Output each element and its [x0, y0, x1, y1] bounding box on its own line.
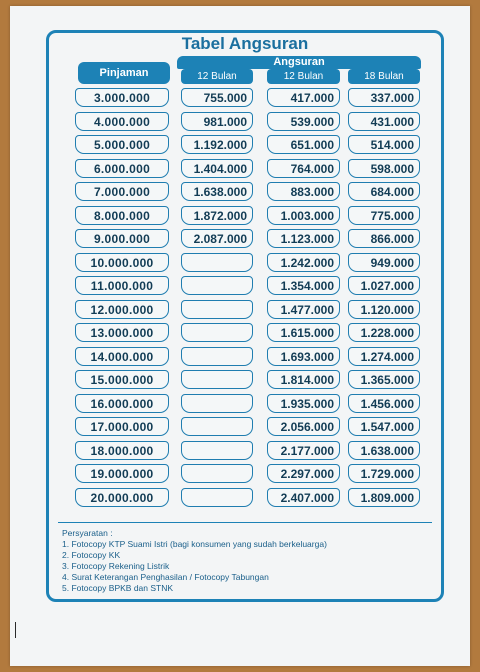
cell-angsuran-12b: 651.000: [267, 135, 340, 154]
cell-angsuran-12b: 1.814.000: [267, 370, 340, 389]
table-row: [0, 346, 480, 370]
cell-pinjaman: 17.000.000: [75, 417, 169, 436]
cell-angsuran-18: 866.000: [348, 229, 420, 248]
requirements-section: [62, 528, 327, 594]
cell-angsuran-12a: [181, 323, 253, 342]
cell-pinjaman: 5.000.000: [75, 135, 169, 154]
cell-pinjaman: 11.000.000: [75, 276, 169, 295]
cell-angsuran-12b: 1.123.000: [267, 229, 340, 248]
page-title: Tabel Angsuran: [181, 34, 309, 53]
cell-angsuran-18: 684.000: [348, 182, 420, 201]
table-row: [0, 463, 480, 487]
header-col-2: 12 Bulan: [267, 69, 340, 84]
cell-pinjaman: 3.000.000: [75, 88, 169, 107]
table-row: [0, 134, 480, 158]
table-row: [0, 322, 480, 346]
cell-angsuran-12b: 2.297.000: [267, 464, 340, 483]
cell-angsuran-12a: 1.404.000: [181, 159, 253, 178]
cell-pinjaman: 13.000.000: [75, 323, 169, 342]
requirement-item: 2. Fotocopy KK: [62, 550, 121, 560]
cell-angsuran-18: 1.027.000: [348, 276, 420, 295]
cell-angsuran-12a: [181, 276, 253, 295]
cell-angsuran-12b: 1.615.000: [267, 323, 340, 342]
cell-angsuran-18: 775.000: [348, 206, 420, 225]
cell-angsuran-18: 1.809.000: [348, 488, 420, 507]
table-row: [0, 369, 480, 393]
cell-angsuran-12b: 764.000: [267, 159, 340, 178]
table-row: [0, 228, 480, 252]
cell-pinjaman: 16.000.000: [75, 394, 169, 413]
cell-angsuran-12b: 1.242.000: [267, 253, 340, 272]
requirement-item: 3. Fotocopy Rekening Listrik: [62, 561, 170, 571]
cell-pinjaman: 12.000.000: [75, 300, 169, 319]
header-col-1: 12 Bulan: [181, 69, 253, 84]
cell-angsuran-12b: 1.935.000: [267, 394, 340, 413]
table-row: [0, 416, 480, 440]
header-angsuran: Angsuran: [177, 56, 421, 69]
cell-angsuran-12a: 1.192.000: [181, 135, 253, 154]
cell-pinjaman: 18.000.000: [75, 441, 169, 460]
cell-angsuran-12b: 1.477.000: [267, 300, 340, 319]
cell-pinjaman: 14.000.000: [75, 347, 169, 366]
requirement-item: 5. Fotocopy BPKB dan STNK: [62, 583, 174, 593]
cell-angsuran-12b: 1.354.000: [267, 276, 340, 295]
header-col-3: 18 Bulan: [348, 69, 420, 84]
cell-angsuran-12a: 755.000: [181, 88, 253, 107]
table-row: [0, 181, 480, 205]
table-row: [0, 158, 480, 182]
cell-angsuran-12b: 2.056.000: [267, 417, 340, 436]
cell-angsuran-12b: 883.000: [267, 182, 340, 201]
requirement-item: 1. Fotocopy KTP Suami Istri (bagi konsumen yang sudah berkeluarga): [62, 539, 327, 549]
cell-angsuran-12b: 417.000: [267, 88, 340, 107]
pencil-mark: [15, 622, 16, 638]
cell-pinjaman: 9.000.000: [75, 229, 169, 248]
cell-pinjaman: 8.000.000: [75, 206, 169, 225]
header-pinjaman: Pinjaman: [78, 62, 170, 84]
cell-angsuran-12a: [181, 441, 253, 460]
cell-angsuran-18: 1.638.000: [348, 441, 420, 460]
cell-angsuran-12a: 981.000: [181, 112, 253, 131]
installment-table: [0, 87, 480, 510]
cell-angsuran-18: 598.000: [348, 159, 420, 178]
cell-angsuran-18: 1.228.000: [348, 323, 420, 342]
table-row: [0, 440, 480, 464]
cell-angsuran-18: 1.274.000: [348, 347, 420, 366]
table-row: [0, 299, 480, 323]
cell-pinjaman: 19.000.000: [75, 464, 169, 483]
cell-angsuran-18: 1.456.000: [348, 394, 420, 413]
cell-pinjaman: 6.000.000: [75, 159, 169, 178]
cell-angsuran-12b: 1.693.000: [267, 347, 340, 366]
cell-angsuran-12a: [181, 300, 253, 319]
cell-angsuran-12a: [181, 394, 253, 413]
cell-angsuran-12b: 2.177.000: [267, 441, 340, 460]
requirements-heading: Persyaratan :: [62, 528, 113, 538]
cell-pinjaman: 4.000.000: [75, 112, 169, 131]
cell-angsuran-12b: 539.000: [267, 112, 340, 131]
table-row: [0, 205, 480, 229]
cell-angsuran-12a: [181, 253, 253, 272]
cell-angsuran-12b: 2.407.000: [267, 488, 340, 507]
cell-angsuran-12a: 2.087.000: [181, 229, 253, 248]
table-row: [0, 111, 480, 135]
cell-pinjaman: 10.000.000: [75, 253, 169, 272]
cell-angsuran-12a: 1.638.000: [181, 182, 253, 201]
cell-angsuran-18: 337.000: [348, 88, 420, 107]
table-row: [0, 275, 480, 299]
cell-angsuran-12b: 1.003.000: [267, 206, 340, 225]
cell-angsuran-18: 431.000: [348, 112, 420, 131]
cell-pinjaman: 7.000.000: [75, 182, 169, 201]
cell-angsuran-12a: 1.872.000: [181, 206, 253, 225]
cell-angsuran-18: 1.729.000: [348, 464, 420, 483]
cell-angsuran-18: 1.365.000: [348, 370, 420, 389]
cell-angsuran-12a: [181, 347, 253, 366]
requirement-item: 4. Surat Keterangan Penghasilan / Fotocopy Tabungan: [62, 572, 269, 582]
section-divider: [58, 522, 432, 523]
table-row: [0, 87, 480, 111]
cell-angsuran-18: 949.000: [348, 253, 420, 272]
cell-angsuran-18: 514.000: [348, 135, 420, 154]
table-row: [0, 393, 480, 417]
cell-angsuran-12a: [181, 417, 253, 436]
cell-angsuran-18: 1.120.000: [348, 300, 420, 319]
table-row: [0, 252, 480, 276]
table-row: [0, 487, 480, 511]
cell-angsuran-18: 1.547.000: [348, 417, 420, 436]
cell-angsuran-12a: [181, 370, 253, 389]
cell-angsuran-12a: [181, 464, 253, 483]
cell-pinjaman: 15.000.000: [75, 370, 169, 389]
cell-pinjaman: 20.000.000: [75, 488, 169, 507]
cell-angsuran-12a: [181, 488, 253, 507]
